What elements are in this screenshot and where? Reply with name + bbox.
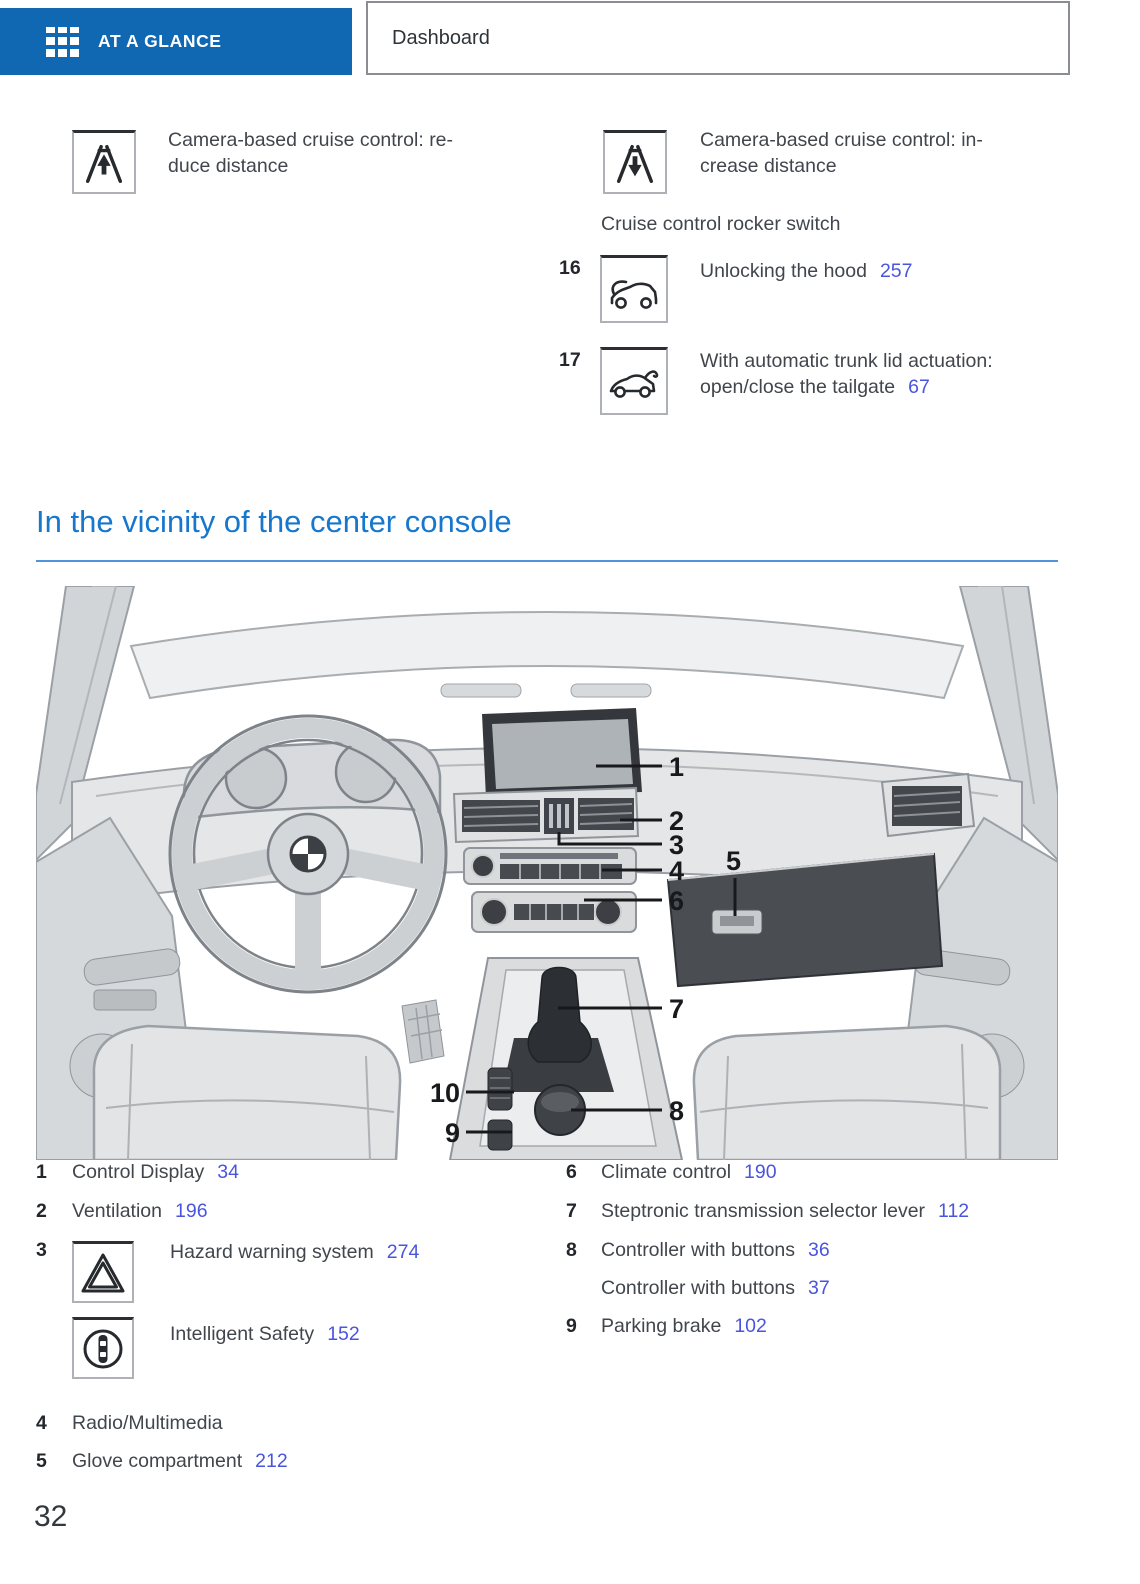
right-seat	[694, 1026, 1000, 1160]
hazard-warning-icon	[72, 1241, 134, 1303]
climate-control	[472, 892, 636, 932]
intelligent-safety-icon	[72, 1317, 134, 1379]
legend-6-page-link[interactable]: 190	[744, 1161, 777, 1183]
legend-intelligent-safety-page-link[interactable]: 152	[327, 1323, 360, 1345]
cruise-increase-text	[700, 128, 1100, 179]
legend-3-row	[170, 1241, 419, 1264]
callout-2: 2	[669, 806, 685, 836]
legend-4-label: Radio/Multimedia	[72, 1412, 223, 1434]
callout-10: 10	[429, 1078, 460, 1108]
item-17-text	[700, 349, 1130, 400]
legend-intelligent-safety-row	[170, 1323, 360, 1346]
callout-3: 3	[669, 830, 685, 860]
item-17-number: 17	[559, 349, 581, 371]
chapter-title: AT A GLANCE	[98, 31, 222, 51]
legend-1-page-link[interactable]: 34	[217, 1161, 239, 1183]
legend-2-label: Ventilation	[72, 1200, 162, 1222]
legend-9-page-link[interactable]: 102	[734, 1315, 767, 1337]
legend-7-number: 7	[566, 1200, 577, 1222]
legend-1-number: 1	[36, 1161, 47, 1183]
legend-5-label: Glove compartment	[72, 1450, 243, 1472]
bmw-roundel-icon	[291, 837, 325, 871]
legend-2-number: 2	[36, 1200, 47, 1222]
legend-2-row	[72, 1200, 208, 1223]
page-number: 32	[34, 1500, 68, 1533]
callout-8: 8	[669, 1096, 685, 1126]
item-16-label: Unlocking the hood	[700, 260, 867, 282]
section-tab	[366, 1, 1070, 75]
legend-7-label: Steptronic transmission selector lever	[601, 1200, 926, 1222]
legend-4-number: 4	[36, 1412, 47, 1434]
item-16-text	[700, 259, 1120, 285]
item-16-page-link[interactable]: 257	[879, 260, 913, 282]
section-tab-label: Dashboard	[392, 26, 490, 49]
legend-6-row	[601, 1161, 777, 1184]
cruise-increase-distance-icon	[603, 130, 667, 194]
item-17-line2: open/close the tailgate	[700, 375, 896, 398]
legend-8-row	[601, 1239, 830, 1262]
callout-7: 7	[669, 994, 685, 1024]
legend-8b-row	[601, 1277, 830, 1300]
legend-5-page-link[interactable]: 212	[255, 1450, 288, 1472]
page-section-title: In the vicinity of the center console	[36, 504, 512, 539]
legend-9-row	[601, 1315, 767, 1338]
callout-5: 5	[726, 846, 742, 876]
item-17-page-link[interactable]: 67	[908, 375, 930, 398]
cruise-increase-line2: crease distance	[700, 154, 837, 177]
cruise-reduce-line1: Camera-based cruise control: re-	[168, 129, 454, 151]
cruise-reduce-text	[168, 128, 568, 179]
section-rule	[36, 560, 1058, 562]
parking-brake-switch	[488, 1120, 512, 1150]
legend-9-label: Parking brake	[601, 1315, 722, 1337]
legend-5-row	[72, 1450, 288, 1473]
item-17-line1: With automatic trunk lid actuation:	[700, 350, 993, 372]
legend-8b-label: Controller with buttons	[601, 1277, 796, 1299]
left-seat	[94, 1026, 400, 1160]
callout-4: 4	[669, 856, 685, 886]
hood-unlock-icon	[600, 255, 668, 323]
chapter-tab	[0, 8, 352, 75]
grid-icon	[46, 27, 80, 57]
tailgate-open-icon	[600, 347, 668, 415]
legend-6-number: 6	[566, 1161, 577, 1183]
legend-7-page-link[interactable]: 112	[938, 1200, 970, 1222]
radio-multimedia	[464, 848, 636, 884]
legend-1-row	[72, 1161, 239, 1184]
legend-2-page-link[interactable]: 196	[175, 1200, 208, 1222]
ventilation	[454, 788, 638, 842]
callout-1: 1	[669, 752, 685, 782]
rocker-switch-note: Cruise control rocker switch	[601, 213, 841, 235]
legend-3-page-link[interactable]: 274	[386, 1241, 420, 1263]
callout-9: 9	[444, 1118, 460, 1148]
legend-7-row	[601, 1200, 969, 1223]
legend-9-number: 9	[566, 1315, 577, 1337]
center-console-figure	[36, 586, 1058, 1160]
legend-8b-page-link[interactable]: 37	[808, 1277, 830, 1299]
cruise-reduce-distance-icon	[72, 130, 136, 194]
legend-1-label: Control Display	[72, 1161, 205, 1183]
legend-intelligent-safety-label: Intelligent Safety	[170, 1323, 315, 1345]
item-16-number: 16	[559, 257, 581, 279]
control-display	[482, 708, 642, 798]
legend-3-number: 3	[36, 1239, 47, 1261]
legend-6-label: Climate control	[601, 1161, 732, 1183]
legend-8-label: Controller with buttons	[601, 1239, 796, 1261]
legend-8-page-link[interactable]: 36	[808, 1239, 830, 1261]
legend-4-row	[72, 1412, 223, 1435]
cruise-reduce-line2: duce distance	[168, 154, 289, 177]
legend-8-number: 8	[566, 1239, 577, 1261]
legend-3-label: Hazard warning system	[170, 1241, 374, 1263]
legend-5-number: 5	[36, 1450, 47, 1472]
callout-6: 6	[669, 886, 685, 916]
windshield	[131, 612, 963, 698]
cruise-increase-line1: Camera-based cruise control: in-	[700, 129, 983, 151]
